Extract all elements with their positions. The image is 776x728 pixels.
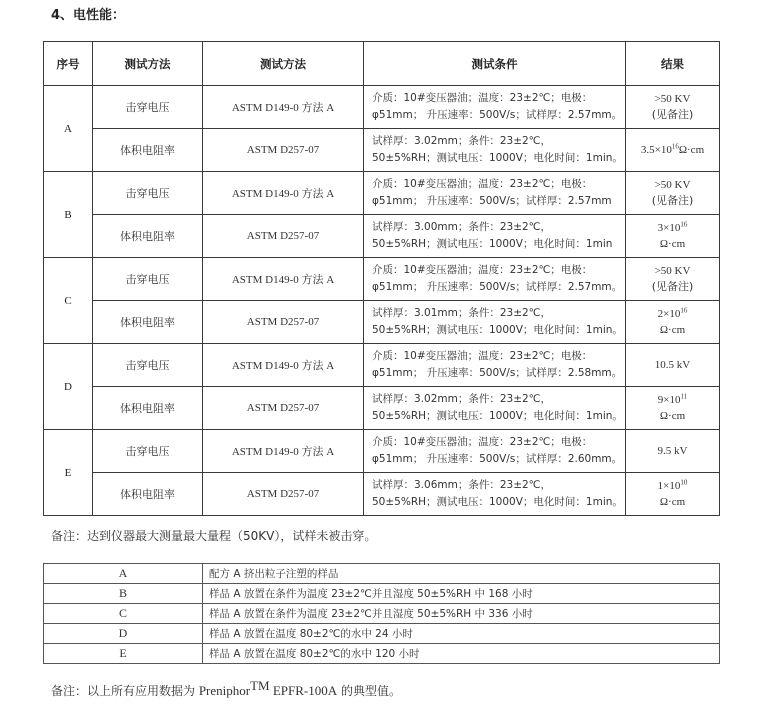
result-cell: [626, 215, 720, 258]
header-id: 序号: [44, 42, 93, 86]
test-conditions-cell: [364, 344, 626, 387]
result-value: [626, 142, 719, 158]
legend-key: A: [44, 564, 203, 584]
result-cell: [626, 172, 720, 215]
legend-row: [44, 624, 720, 644]
legend-description: 样品 A 放置在条件为温度 23±2℃并且湿度 50±5%RH 中 336 小时: [203, 604, 720, 624]
conditions-line-2: φ51mm； 升压速率：500V/s；试样厚：2.57mm。: [372, 109, 623, 121]
result-cell: [626, 86, 720, 129]
typical-values-note: [51, 678, 401, 699]
table-row: [44, 129, 720, 172]
legend-description: 配方 A 挤出粒子注塑的样品: [203, 564, 720, 584]
test-conditions-cell: [364, 215, 626, 258]
test-item-cell: 体积电阻率: [93, 473, 203, 516]
result-value: [626, 478, 719, 494]
result-base: 2×10: [657, 308, 681, 320]
test-method-cell: ASTM D257-07: [203, 129, 364, 172]
header-result: 结果: [626, 42, 720, 86]
conditions-line-1: 介质：10#变压器油；温度：23±2℃；电极：: [372, 92, 593, 104]
table-row: [44, 301, 720, 344]
table-row: [44, 430, 720, 473]
result-exponent: 16: [680, 306, 688, 315]
result-unit: Ω·cm: [659, 238, 686, 250]
test-conditions-cell: [364, 473, 626, 516]
table-row: [44, 86, 720, 129]
conditions-line-2: 50±5%RH；测试电压：1000V；电化时间：1min: [372, 238, 613, 250]
legend-description: 样品 A 放置在温度 80±2℃的水中 120 小时: [203, 644, 720, 664]
table-row: [44, 172, 720, 215]
legend-row: [44, 584, 720, 604]
conditions-line-1: 试样厚：3.06mm；条件：23±2℃，: [372, 479, 551, 491]
test-item-cell: 体积电阻率: [93, 215, 203, 258]
note2-suffix: 的典型值。: [337, 684, 401, 698]
header-test-method: 测试方法: [203, 42, 364, 86]
sample-id-cell: D: [44, 344, 93, 430]
test-method-cell: ASTM D149-0 方法 A: [203, 430, 364, 473]
result-note: (见备注): [651, 108, 694, 121]
result-note: (见备注): [651, 194, 694, 207]
test-item-cell: 击穿电压: [93, 258, 203, 301]
brand-name: Preniphor: [198, 683, 251, 698]
test-method-cell: ASTM D149-0 方法 A: [203, 344, 364, 387]
conditions-line-2: φ51mm； 升压速率：500V/s；试样厚：2.58mm。: [372, 367, 623, 379]
table-header-row: [44, 42, 720, 86]
conditions-line-2: φ51mm； 升压速率：500V/s；试样厚：2.57mm。: [372, 281, 623, 293]
result-value: >50 KV: [654, 93, 691, 105]
sample-id-cell: B: [44, 172, 93, 258]
result-unit: Ω·cm: [659, 496, 686, 508]
legend-key: C: [44, 604, 203, 624]
sample-id-cell: A: [44, 86, 93, 172]
test-conditions-cell: [364, 430, 626, 473]
breakdown-note: 备注：达到仪器最大测量最大量程（50KV），试样未被击穿。: [51, 529, 377, 543]
legend-description: 样品 A 放置在条件为温度 23±2℃并且湿度 50±5%RH 中 168 小时: [203, 584, 720, 604]
table-row: [44, 215, 720, 258]
result-cell: [626, 430, 720, 473]
test-item-cell: 体积电阻率: [93, 387, 203, 430]
result-base: 3.5×10: [640, 144, 672, 156]
test-method-cell: ASTM D149-0 方法 A: [203, 86, 364, 129]
table-row: [44, 258, 720, 301]
conditions-line-2: 50±5%RH；测试电压：1000V；电化时间：1min。: [372, 410, 623, 422]
result-value: 10.5 kV: [654, 359, 691, 371]
result-exponent: 16: [680, 220, 688, 229]
result-value: [626, 220, 719, 236]
conditions-line-2: 50±5%RH；测试电压：1000V；电化时间：1min。: [372, 152, 623, 164]
legend-row: [44, 564, 720, 584]
result-unit: Ω·cm: [659, 410, 686, 422]
test-item-cell: 击穿电压: [93, 172, 203, 215]
test-conditions-cell: [364, 172, 626, 215]
legend-key: B: [44, 584, 203, 604]
table-row: [44, 387, 720, 430]
conditions-line-1: 试样厚：3.02mm；条件：23±2℃，: [372, 393, 551, 405]
result-exponent: 10: [680, 478, 688, 487]
result-note: (见备注): [651, 280, 694, 293]
conditions-line-1: 试样厚：3.01mm；条件：23±2℃，: [372, 307, 551, 319]
conditions-line-1: 介质：10#变压器油；温度：23±2℃；电极：: [372, 264, 593, 276]
note2-prefix: 备注：以上所有应用数据为: [51, 684, 199, 698]
result-cell: [626, 258, 720, 301]
result-base: 9×10: [657, 394, 681, 406]
result-cell: [626, 387, 720, 430]
conditions-line-1: 介质：10#变压器油；温度：23±2℃；电极：: [372, 436, 593, 448]
test-conditions-cell: [364, 387, 626, 430]
result-unit: Ω·cm: [659, 324, 686, 336]
trademark-sup: TM: [250, 678, 270, 693]
legend-row: [44, 644, 720, 664]
header-test-item: 测试方法: [93, 42, 203, 86]
conditions-line-1: 介质：10#变压器油；温度：23±2℃；电极：: [372, 350, 593, 362]
result-cell: [626, 301, 720, 344]
test-method-cell: ASTM D149-0 方法 A: [203, 258, 364, 301]
test-item-cell: 体积电阻率: [93, 129, 203, 172]
test-conditions-cell: [364, 86, 626, 129]
conditions-line-1: 试样厚：3.00mm；条件：23±2℃，: [372, 221, 551, 233]
result-base: 1×10: [657, 480, 681, 492]
conditions-line-2: 50±5%RH；测试电压：1000V；电化时间：1min。: [372, 324, 623, 336]
result-value: >50 KV: [654, 265, 691, 277]
test-item-cell: 击穿电压: [93, 86, 203, 129]
result-unit: Ω·cm: [678, 144, 705, 156]
conditions-line-2: φ51mm； 升压速率：500V/s；试样厚：2.60mm。: [372, 453, 623, 465]
table-row: [44, 473, 720, 516]
test-method-cell: ASTM D149-0 方法 A: [203, 172, 364, 215]
result-value: 9.5 kV: [657, 445, 688, 457]
result-cell: [626, 473, 720, 516]
sample-id-cell: C: [44, 258, 93, 344]
legend-key: E: [44, 644, 203, 664]
test-method-cell: ASTM D257-07: [203, 215, 364, 258]
result-cell: [626, 129, 720, 172]
test-item-cell: 体积电阻率: [93, 301, 203, 344]
conditions-line-2: 50±5%RH；测试电压：1000V；电化时间：1min。: [372, 496, 623, 508]
header-test-conditions: 测试条件: [364, 42, 626, 86]
result-value: [626, 306, 719, 322]
electrical-properties-table: [43, 41, 720, 516]
table-row: [44, 344, 720, 387]
product-code: EPFR-100A: [269, 683, 338, 698]
test-item-cell: 击穿电压: [93, 430, 203, 473]
test-method-cell: ASTM D257-07: [203, 473, 364, 516]
result-base: 3×10: [657, 222, 681, 234]
result-exponent: 11: [680, 392, 688, 401]
test-item-cell: 击穿电压: [93, 344, 203, 387]
result-cell: [626, 344, 720, 387]
legend-description: 样品 A 放置在温度 80±2℃的水中 24 小时: [203, 624, 720, 644]
test-method-cell: ASTM D257-07: [203, 301, 364, 344]
result-value: [626, 392, 719, 408]
sample-id-cell: E: [44, 430, 93, 516]
result-exponent: 16: [671, 142, 679, 151]
result-value: >50 KV: [654, 179, 691, 191]
conditions-line-1: 试样厚：3.02mm；条件：23±2℃，: [372, 135, 551, 147]
test-method-cell: ASTM D257-07: [203, 387, 364, 430]
test-conditions-cell: [364, 129, 626, 172]
legend-row: [44, 604, 720, 624]
conditions-line-1: 介质：10#变压器油；温度：23±2℃；电极：: [372, 178, 593, 190]
sample-legend-table: [43, 563, 720, 664]
conditions-line-2: φ51mm； 升压速率：500V/s；试样厚：2.57mm: [372, 195, 612, 207]
test-conditions-cell: [364, 301, 626, 344]
section-title: 4、电性能：: [51, 8, 126, 23]
test-conditions-cell: [364, 258, 626, 301]
legend-key: D: [44, 624, 203, 644]
